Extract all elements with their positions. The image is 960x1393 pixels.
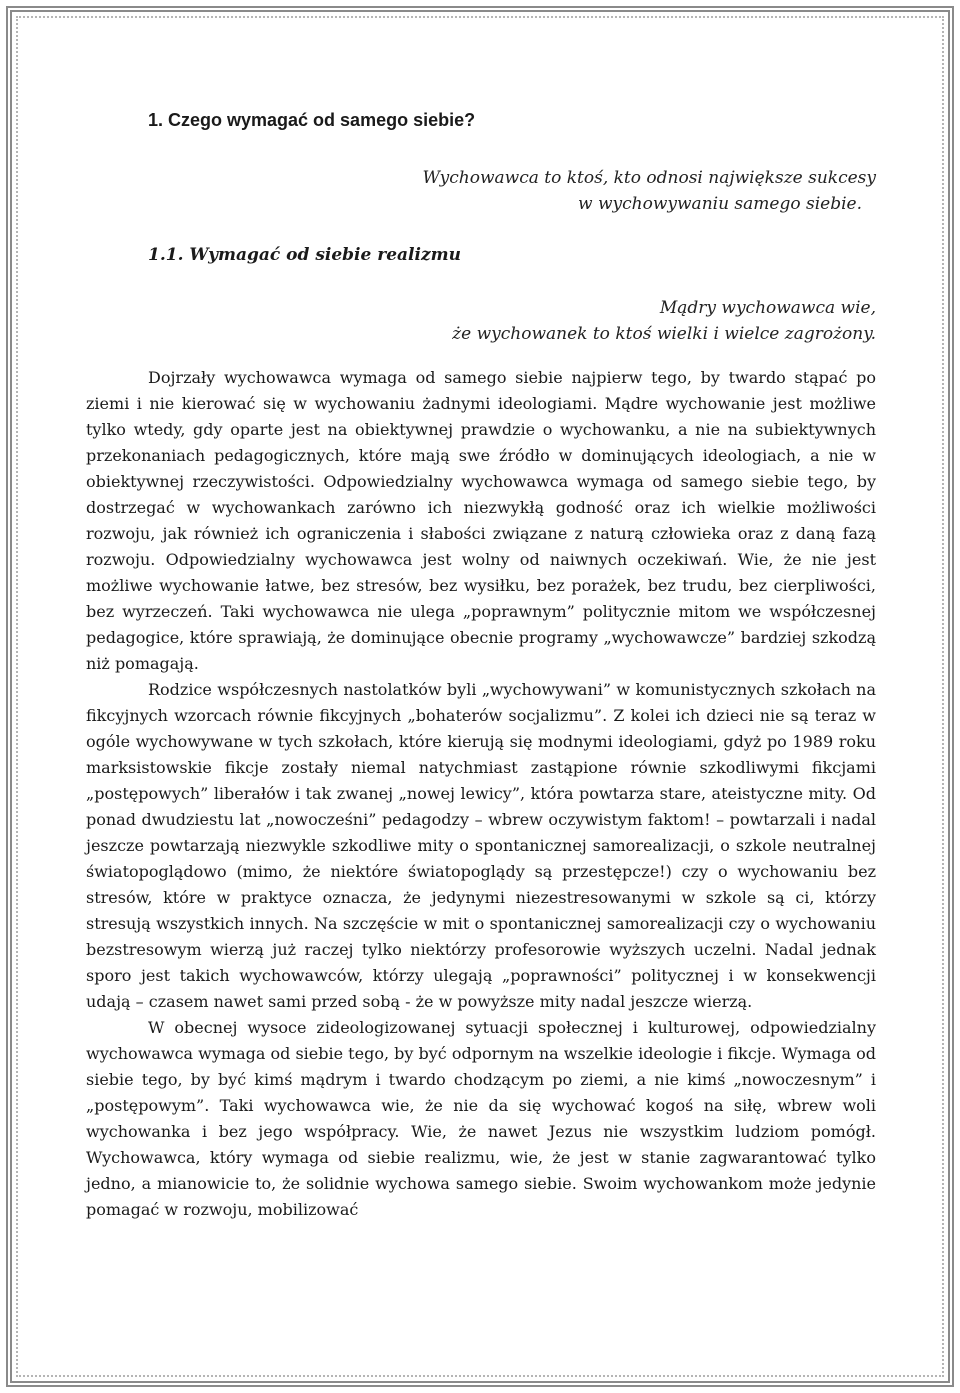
epigraph-line: że wychowanek to ktoś wielki i wielce zagrożony. bbox=[452, 324, 876, 344]
section-heading: 1. Czego wymagać od samego siebie? bbox=[148, 110, 476, 130]
epigraph-line: w wychowywaniu samego siebie. bbox=[578, 194, 862, 214]
epigraph-line: Wychowawca to ktoś, kto odnosi największe sukcesy bbox=[422, 168, 876, 188]
body-text bbox=[86, 365, 876, 1223]
epigraph-quote bbox=[86, 165, 876, 217]
paragraph: W obecnej wysoce zideologizowanej sytuacji społecznej i kulturowej, odpowiedzialny wychowawca wymaga od siebie tego, by być odpornym na wszelkie ideologie i fikcje. Wymaga od siebie tego, by być kimś mądrym i twardo chodzącym po ziemi, a nie kimś „nowoczesnym” i „postępowym”. Taki wychowawca wie, że nie da się wychować kogoś na siłę, wbrew woli wychowanka i bez jego współpracy. Wie, że nawet Jezus nie wszystkim ludziom pomógł. Wychowawca, który wymaga od siebie realizmu, wie, że jest w stanie zagwarantować tylko jedno, a mianowicie to, że solidnie wychowa samego siebie. Swoim wychowankom może jedynie pomagać w rozwoju, mobilizować bbox=[86, 1018, 876, 1219]
paragraph: Dojrzały wychowawca wymaga od samego siebie najpierw tego, by twardo stąpać po ziemi i nie kierować się w wychowaniu żadnymi ideologiami. Mądre wychowanie jest możliwe tylko wtedy, gdy oparte jest na obiektywnej prawdzie o wychowanku, a nie na subiektywnych przekonaniach pedagogicznych, które mają swe źródło w dominujących ideologiach, a nie w obiektywnej rzeczywistości. Odpowiedzialny wychowawca wymaga od samego siebie tego, by dostrzegać w wychowankach zarówno ich niezwykłą godność oraz ich wielkie możliwości rozwoju, jak również ich ograniczenia i słabości związane z naturą człowieka oraz z daną fazą rozwoju. Odpowiedzialny wychowawca jest wolny od naiwnych oczekiwań. Wie, że nie jest możliwe wychowanie łatwe, bez stresów, bez wysiłku, bez porażek, bez trudu, bez cierpliwości, bez wyrzeczeń. Taki wychowawca nie ulega „poprawnym” politycznie mitom we współczesnej pedagogice, które sprawiają, że dominujące obecnie programy „wychowawcze” bardziej szkodzą niż pomagają. bbox=[86, 368, 876, 673]
subsection-heading: 1.1. Wymagać od siebie realizmu bbox=[148, 245, 461, 265]
paragraph: Rodzice współczesnych nastolatków byli „wychowywani” w komunistycznych szkołach na fikcyjnych wzorcach równie fikcyjnych „bohaterów socjalizmu”. Z kolei ich dzieci nie są teraz w ogóle wychowywane w tych szkołach, które kierują się modnymi ideologiami, gdyż po 1989 roku marksistowskie fikcje zostały niemal natychmiast zastąpione równie szkodliwymi fikcjami „postępowych” liberałów i tak zwanej „nowej lewicy”, która powtarza stare, ateistyczne mity. Od ponad dwudziestu lat „nowocześni” pedagodzy – wbrew oczywistym faktom! – powtarzali i nadal jeszcze powtarzają niezwykle szkodliwe mity o spontanicznej samorealizacji, o szkole neutralnej światopoglądowo (mimo, że niektóre światopoglądy są przestępcze!) czy o wychowaniu bez stresów, które w praktyce oznacza, że jedynymi niezestresowanymi w szkole są ci, którzy stresują wszystkich innych. Na szczęście w mit o spontanicznej samorealizacji czy o wychowaniu bezstresowym wierzą już raczej tylko niektórzy profesorowie wyższych uczelni. Nadal jednak sporo jest takich wychowawców, którzy ulegają „poprawności” politycznej i w konsekwencji udają – czasem nawet sami przed sobą - że w powyższe mity nadal jeszcze wierzą. bbox=[86, 680, 876, 1011]
document-page bbox=[86, 110, 876, 1223]
epigraph-quote bbox=[86, 295, 876, 347]
epigraph-line: Mądry wychowawca wie, bbox=[659, 298, 876, 318]
